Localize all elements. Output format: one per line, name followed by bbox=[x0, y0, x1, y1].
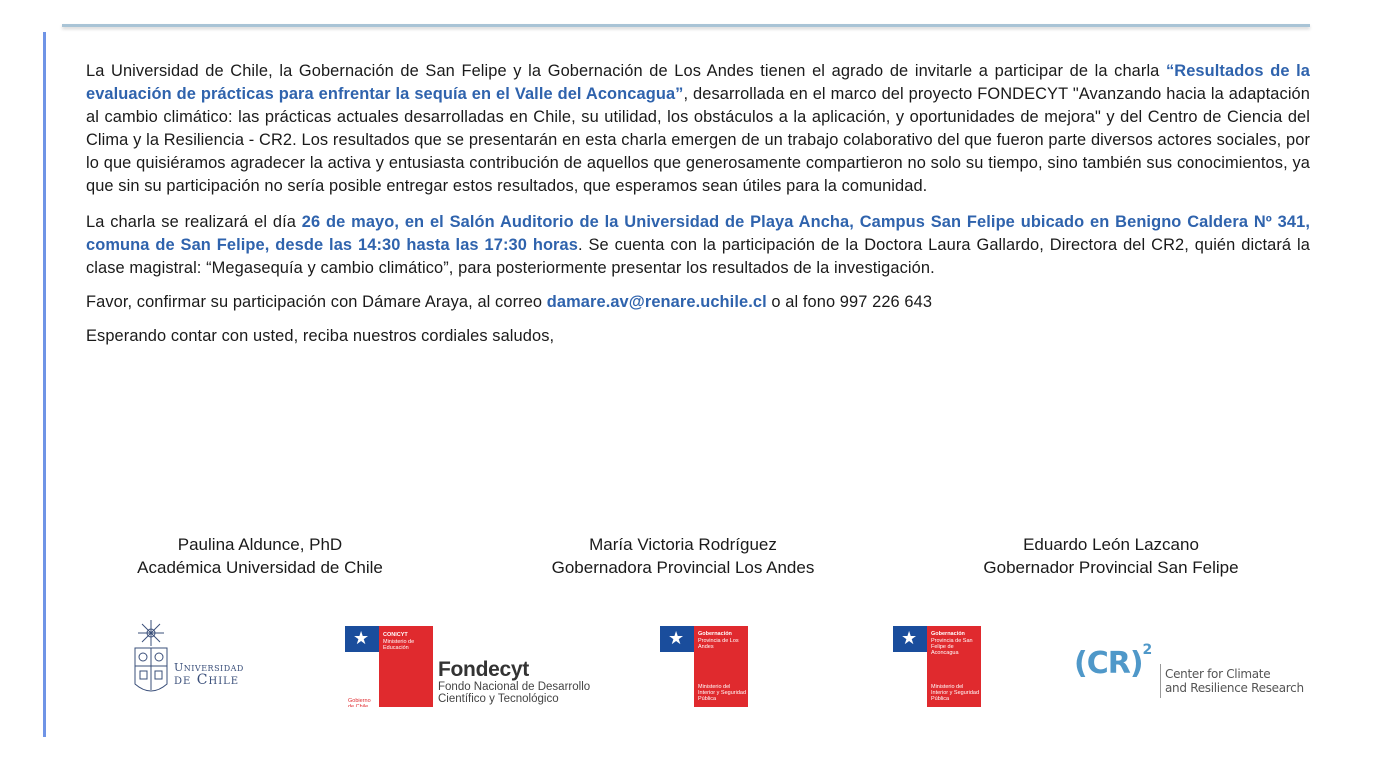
cr2-wordmark: Center for Climate and Resilience Research bbox=[1165, 667, 1304, 695]
fondecyt-wordmark: Fondecyt Fondo Nacional de Desarrollo Científico y Tecnológico bbox=[438, 658, 591, 705]
signer-title: Académica Universidad de Chile bbox=[137, 558, 383, 577]
paragraph-intro: La Universidad de Chile, la Gobernación de San Felipe y la Gobernación de Los Andes tienen el agrado de invitarle a participar de la charla “Resultados de la evaluación de prácticas para enfrentar la sequía en el Valle del Aconcagua”, desarrollada en el marco del proyecto FONDECYT "Avanzando hacia la adaptación al cambio climático: las prácticas actuales desarrolladas en Chile, su utilidad, los obstáculos a la aplicación, y oportunidades de mejora" y del Centro de Ciencia del Clima y la Resiliencia - CR2. Los resultados que se presentarán en esta charla emergen de un trabajo colaborativo del que fueron parte diversos actores sociales, por lo que quisiéramos agradecer la activa y entusiasta contribución de aquellos que generosamente compartieron no solo su tiempo, sino también sus conocimientos, ya que sin su participación no sería posible entregar estos resultados, que esperamos sean útiles para la comunidad. bbox=[86, 62, 1310, 195]
rsvp-email-link[interactable]: damare.av@renare.uchile.cl bbox=[546, 293, 767, 311]
gobernacion-los-andes-logo: ★ Gobernación Provincia de Los Andes Ministerio del Interior y Seguridad Pública bbox=[660, 626, 748, 707]
signer-leon bbox=[960, 533, 1262, 579]
paragraph-event-details: La charla se realizará el día 26 de mayo, en el Salón Auditorio de la Universidad de Playa Ancha, Campus San Felipe ubicado en Benigno Caldera Nº 341, comuna de San Felipe, desde las 14:30 hasta las 17:30 horas. Se cuenta con la participación de la Doctora Laura Gallardo, Directora del CR2, quién dictará la clase magistral: “Megasequía y cambio climático”, para posteriormente presentar los resultados de la investigación. bbox=[86, 213, 1310, 277]
signer-name: Eduardo León Lazcano bbox=[1023, 535, 1199, 554]
paragraph-rsvp: Favor, confirmar su participación con Dámare Araya, al correo damare.av@renare.uchile.cl o al fono 997 226 643 bbox=[86, 293, 933, 311]
cr2-mark: (CR)$^2$ bbox=[1074, 642, 1152, 681]
top-divider bbox=[62, 24, 1310, 27]
talk-title: “Resultados de la evaluación de prácticas para enfrentar la sequía en el Valle del Aconcagua” bbox=[86, 62, 1310, 103]
uchile-seal-icon bbox=[132, 618, 170, 698]
signer-title: Gobernadora Provincial Los Andes bbox=[551, 558, 815, 577]
cr2-logo bbox=[1074, 642, 1304, 701]
star-icon: ★ bbox=[668, 628, 685, 648]
star-icon: ★ bbox=[353, 628, 370, 648]
event-date-location: 26 de mayo, en el Salón Auditorio de la Universidad de Playa Ancha, Campus San Felipe ubicado en Benigno Caldera Nº 341, comuna de San Felipe, desde las 14:30 hasta las 17:30 horas bbox=[86, 213, 1310, 254]
uchile-logo bbox=[132, 618, 257, 698]
left-accent-bar bbox=[43, 32, 46, 737]
signer-rodriguez bbox=[527, 533, 839, 579]
signer-name: Paulina Aldunce, PhD bbox=[177, 535, 343, 554]
conicyt-logo: ★ CONICYT Ministerio de Educación Gobierno de Chile bbox=[345, 626, 433, 707]
gobernacion-san-felipe-logo: ★ Gobernación Provincia de San Felipe de Aconcagua Ministerio del Interior y Seguridad Pública bbox=[893, 626, 981, 707]
star-icon: ★ bbox=[901, 628, 918, 648]
invitation-letter bbox=[86, 60, 1310, 348]
signer-name: María Victoria Rodríguez bbox=[589, 535, 777, 554]
paragraph-closing: Esperando contar con usted, reciba nuestros cordiales saludos, bbox=[86, 327, 555, 345]
signer-title: Gobernador Provincial San Felipe bbox=[983, 558, 1239, 577]
uchile-wordmark: Universidad de Chile bbox=[174, 661, 244, 688]
signer-aldunce bbox=[110, 533, 410, 579]
